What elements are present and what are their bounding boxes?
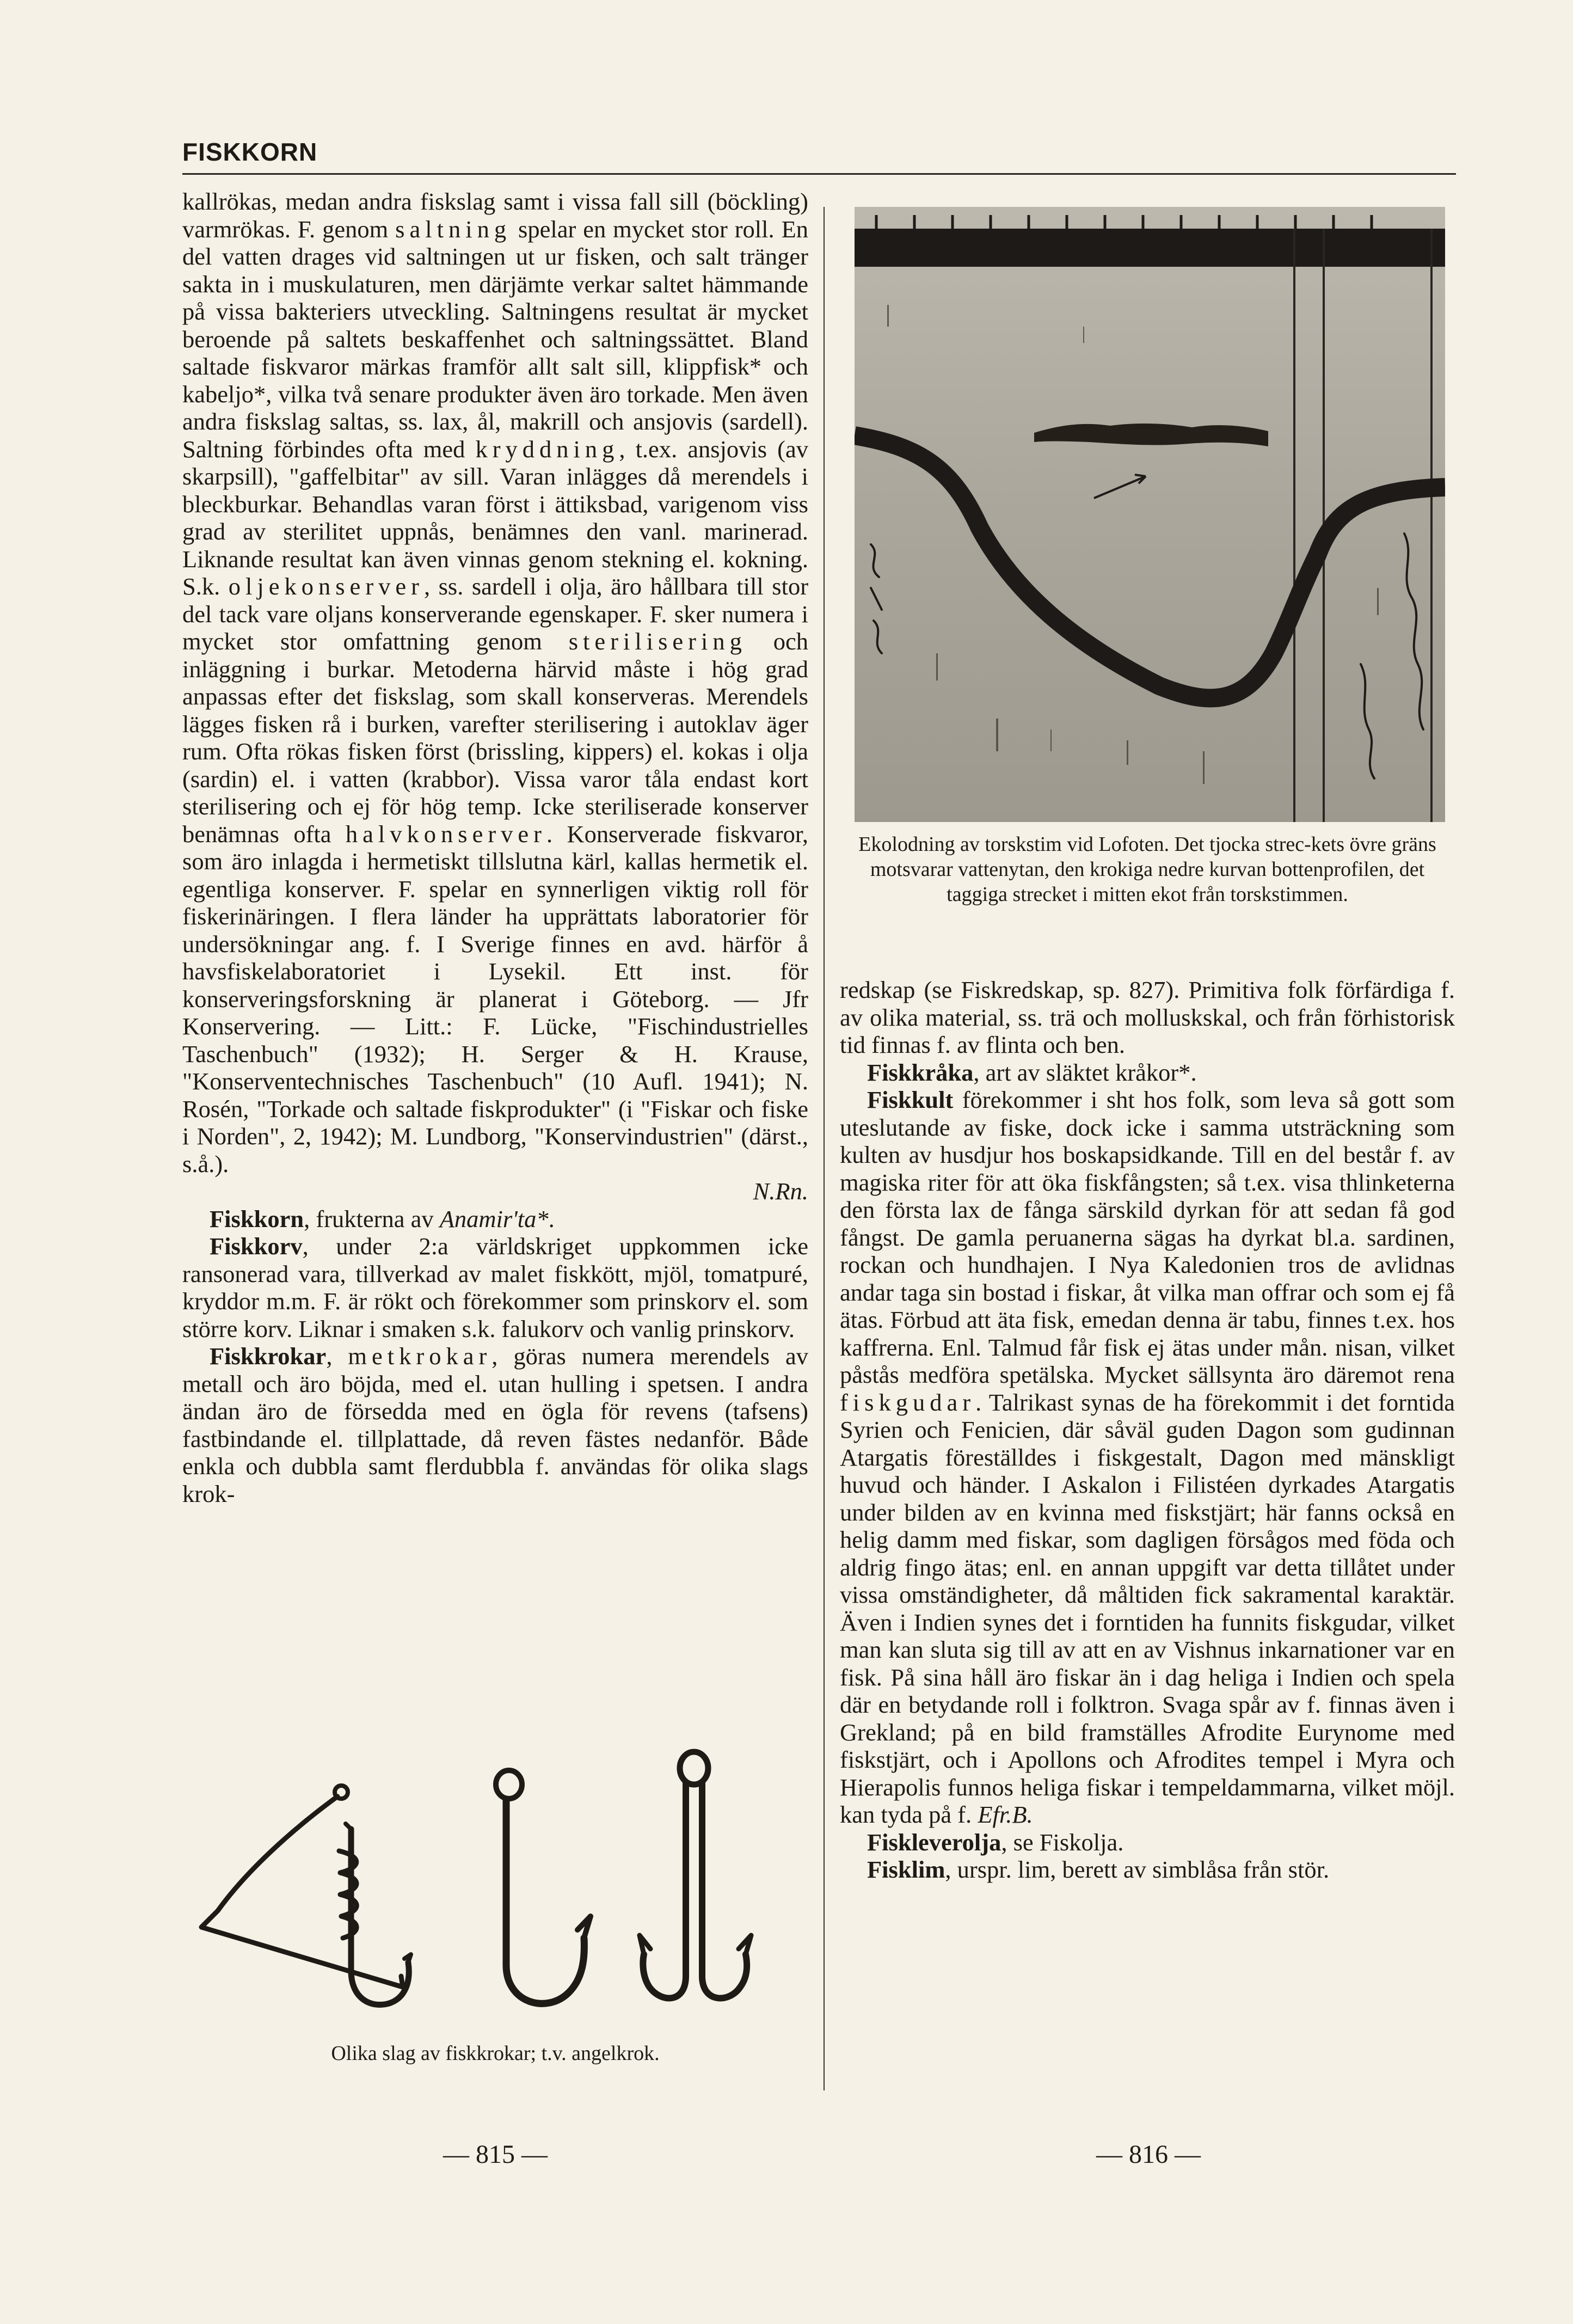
entry-fiskkorv: Fiskkorv, under 2:a världskriget uppkommen icke ransonerad vara, tillverkad av malet fiskkött, mjöl, tomatpuré, kryddor m.m. F. är rökt och förekommer som prinskorv el. som större korv. Liknar i smaken s.k. falukorv och vanlig prinskorv. (182, 1232, 808, 1342)
echo-caption: Ekolodning av torskstim vid Lofoten. Det tjocka strec-kets övre gräns motsvarar vattenytan, den krokiga nedre kurvan bottenprofilen, det taggiga strecket i mitten ekot från torskstimmen. (858, 833, 1436, 906)
headword-fiskkult: Fiskkult (867, 1086, 954, 1113)
entry-fiskkult: Fiskkult förekommer i sht hos folk, som leva så gott som uteslutande av fiske, dock icke i samma utsträckning som kulten av husdjur hos boskapsidkande. Till en del består f. av magiska riter för att öka fiskfångsten; så t.ex. visa thlinketerna den första lax de fånga särskild dyrkan för att sedan få god fångst. De gamla peruanerna sägas ha dyrkat bl.a. sardinen, rockan och hundhajen. I Nya Kaledonien tros de avlidnas andar taga sin bostad i fiskar, åt vilka man offrar och som ej få ätas. Förbud att äta fisk, emedan denna är tabu, finnes t.ex. hos kaffrerna. Enl. Talmud får fisk ej ätas under mån. nisan, vilket påstås medföra spetälska. Mycket sällsynta äro däremot rena fiskgudar. Talrikast synas de ha förekommit i det forntida Syrien och Fenicien, där såväl guden Dagon som gudinnan Atargatis föreställdes i fiskgestalt, Dagon med mänskligt huvud och händer. I Askalon i Filistéen dyrkades Atargatis under bilden av en kvinna med fiskstjärt; här fanns också en helig damm med fiskar, som dagligen försågos med föda och aldrig fingo ätas; enl. en annan uppgift var detta tillåtet under vissa omständigheter, då måltiden fick sakramental karaktär. Även i Indien synes det i forntiden ha funnits fiskgudar, vilket man kan sluta sig till av att en av Vishnus inkarnationer var en fisk. På sina håll äro fiskar än i dag heliga i Indien och spela där en betydande roll i folktron. Svaga spår av f. finnas även i Grekland; på en bild framställes Afrodite Eurynome med fiskstjärt, och i Apollons och Afrodites tempel i Myra och Hierapolis funnos heliga fiskar i tempeldammarna, vilket möjl. kan tyda på f. Efr.B. (840, 1086, 1455, 1828)
author-signature: Efr.B. (978, 1801, 1033, 1828)
header-rule (182, 173, 1456, 175)
entry-fiskkorn: Fiskkorn, frukterna av Anamir'ta*. (210, 1205, 555, 1232)
paragraph-konservering: kallrökas, medan andra fiskslag samt i vissa fall sill (böckling) varmrökas. F. genom saltning spelar en mycket stor roll. En del vatten drages vid saltningen ut ur fisken, och salt tränger sakta in i muskulaturen, men därjämte verkar saltet hämmande på vissa bakteriers utveckling. Saltningens resultat är mycket beroende på saltets beskaffenhet och saltningssättet. Bland saltade fiskvaror märkas framför allt salt sill, klippfisk* och kabeljo*, vilka två senare produkter även äro torkade. Men även andra fiskslag saltas, ss. lax, ål, makrill och ansjovis (sardell). Saltning förbindes ofta med kryddning, t.ex. ansjovis (av skarpsill), "gaffelbitar" av sill. Varan inlägges då merendels i bleckburkar. Behandlas varan först i ättiksbad, varigenom viss grad av sterilitet uppnås, benämnes den vanl. marinerad. Liknande resultat kan även vinnas genom stekning el. kokning. S.k. oljekonserver, ss. sardell i olja, äro hållbara till stor del tack vare oljans konserverande egenskaper. F. sker numera i mycket stor omfattning genom sterilisering och inläggning i burkar. Metoderna härvid måste i hög grad anpassas efter det fiskslag, som skall konserveras. Merendels lägges fisken rå i burken, varefter sterilisering i autoklav äger rum. Ofta rökas fisken först (brissling, kippers) el. kokas i olja (sardin) el. i vatten (krabbor). Vissa varor tåla endast kort sterilisering och ej för hög temp. Icke steriliserade konserver benämnas ofta halvkonserver. Konserverade fiskvaror, som äro inlagda i hermetiskt tillslutna kärl, kallas hermetik el. egentliga konserver. F. spelar en synnerligen viktig roll för fiskerinäringen. I flera länder ha upprättats laboratorier för undersökningar ang. f. I Sverige finnes en avd. härför å havsfiskelaboratoriet i Lysekil. Ett inst. för konserveringsforskning är planerat i Göteborg. — Jfr Konservering. — Litt.: F. Lücke, "Fischindustrielles Taschenbuch" (1932); H. Serger & H. Krause, "Konserventechnisches Taschenbuch" (10 Aufl. 1941); N. Rosén, "Torkade och saltade fiskprodukter" (i "Fiskar och fiske i Norden", 2, 1942); M. Lundborg, "Konservindustrien" (därst., s.å.). N.Rn. (182, 188, 809, 1205)
double-hook-left (643, 1783, 686, 1998)
hooks-caption: Olika slag av fiskkrokar; t.v. angelkrok. (331, 2042, 660, 2065)
page-number-right: — 816 — (1096, 2140, 1201, 2169)
echo-sounding-image (855, 207, 1445, 822)
entry-fisklim: Fisklim, urspr. lim, berett av simblåsa från stör. (867, 1856, 1330, 1883)
entry-fiskkrokar: Fiskkrokar, metkrokar, göras numera merendels av metall och äro böjda, med el. utan hulling i spetsen. I andra ändan äro de försedda med en ögla för revens (tafsens) fastbindande el. tillplattade, då reven fästes nedanför. Både enkla och dubbla samt flerdubbla f. användas för olika slags krok- (182, 1342, 809, 1507)
entry-fiskleverolja: Fiskleverolja, se Fiskolja. (867, 1828, 1124, 1856)
column-divider (824, 207, 825, 2090)
headword-fisklim: Fisklim (867, 1856, 945, 1883)
paragraph-continuation: redskap (se Fiskredskap, sp. 827). Primitiva folk förfärdiga f. av olika material, ss. trä och molluskskal, och från förhistorisk tid finnas f. av flinta och ben. (840, 976, 1455, 1058)
fishhooks-illustration (188, 1747, 808, 2036)
left-column (182, 188, 808, 1507)
double-hook-eye (680, 1752, 708, 1785)
entry-fiskkraka: Fiskkråka, art av släktet kråkor*. (867, 1058, 1197, 1086)
headword-fiskleverolja: Fiskleverolja (867, 1828, 1001, 1856)
headword-fiskkorv: Fiskkorv (210, 1232, 303, 1260)
page-number-left: — 815 — (443, 2140, 548, 2169)
surface-band (855, 229, 1445, 267)
right-column (840, 976, 1455, 1884)
running-head: FISKKORN (182, 138, 318, 166)
single-hook (506, 1799, 584, 2003)
headword-fiskkorn: Fiskkorn (210, 1205, 304, 1232)
author-signature: N.Rn. (753, 1178, 808, 1205)
angel-hook (201, 1796, 403, 1987)
single-hook-eye (496, 1770, 522, 1799)
double-hook-right (702, 1783, 747, 1998)
headword-fiskkraka: Fiskkråka (867, 1058, 974, 1086)
headword-fiskkrokar: Fiskkrokar (210, 1342, 327, 1370)
